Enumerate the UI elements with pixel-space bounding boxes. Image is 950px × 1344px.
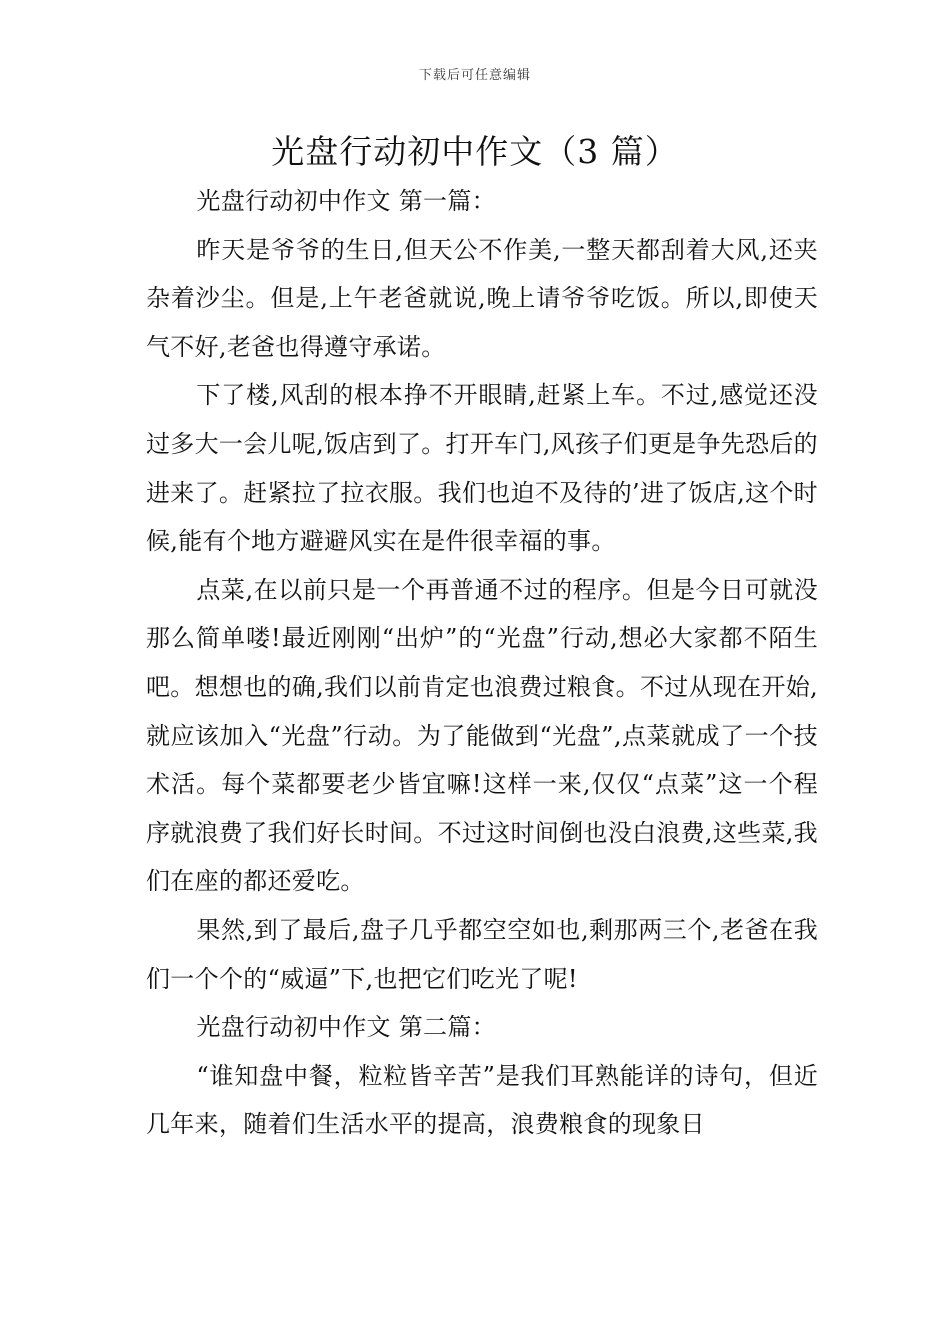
paragraph: “谁知盘中餐，粒粒皆辛苦”是我们耳熟能详的诗句，但近几年来，随着们生活水平的提高，浪费粮食的现象日 (146, 1061, 818, 1139)
document-body (146, 177, 818, 1149)
paragraph: 下了楼,风刮的根本挣不开眼睛,赶紧上车。不过,感觉还没过多大一会儿呢,饭店到了。打开车门,风孩子们更是争先恐后的进来了。赶紧拉了拉衣服。我们也迫不及待的’进了饭店,这个时候,能有个地方避避风实在是件很幸福的事。 (146, 381, 818, 556)
paragraph: 点菜,在以前只是一个再普通不过的程序。但是今日可就没那么简单喽!最近刚刚“出炉”的“光盘”行动,想必大家都不陌生吧。想想也的确,我们以前肯定也浪费过粮食。不过从现在开始,就应该加入“光盘”行动。为了能做到“光盘”,点菜就成了一个技术活。每个菜都要老少皆宜嘛!这样一来,仅仅“点菜”这一个程序就浪费了我们好长时间。不过这时间倒也没白浪费,这些菜,我们在座的都还爱吃。 (146, 575, 818, 896)
paragraph: 昨天是爷爷的生日,但天公不作美,一整天都刮着大风,还夹杂着沙尘。但是,上午老爸就说,晚上请爷爷吃饭。所以,即使天气不好,老爸也得遵守承诺。 (146, 235, 818, 361)
header-note: 下载后可任意编辑 (418, 68, 531, 83)
section-heading-2: 光盘行动初中作文 第二篇： (196, 1013, 496, 1042)
section-heading-1: 光盘行动初中作文 第一篇： (196, 187, 496, 215)
paragraph: 果然,到了最后,盘子几乎都空空如也,剩那两三个,老爸在我们一个个的“威逼”下,也把它们吃光了呢! (146, 915, 818, 993)
document-title: 光盘行动初中作文（3 篇） (271, 132, 679, 171)
